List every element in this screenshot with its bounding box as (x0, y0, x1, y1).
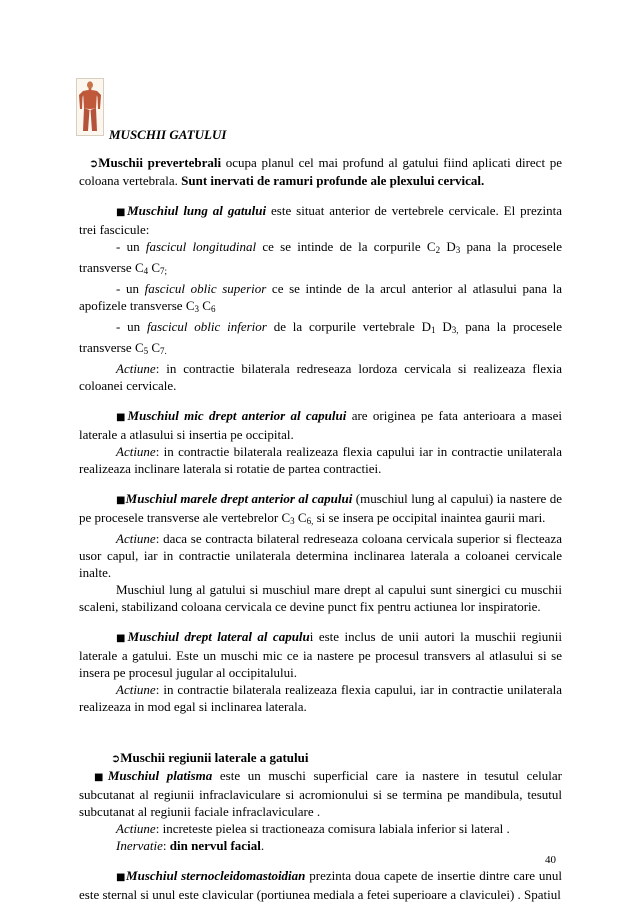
muscle-title: Muschiul sternocleidomastoidian (126, 868, 306, 883)
fascicle-oblic-inferior: - un fascicul oblic inferior de la corpurile vertebrale $D_1$ $D_{3,}$ pana la procesele transverse $C_5$ $C_{7.}$ (79, 319, 562, 356)
muscle-title: Muschiul drept lateral al capulu (127, 629, 310, 644)
muscle-title: Muschiul platisma (107, 768, 213, 783)
section-lateral-heading (79, 749, 562, 767)
square-bullet-icon: ■ (116, 872, 127, 883)
action-drept-lateral: Actiune: in contractie bilaterala realizeaza flexia capului, iar in contractie unilaterala realizeaza in mod egal si inclinarea laterala. (79, 682, 562, 714)
square-bullet-icon: ■ (94, 772, 108, 783)
paragraph-sternocleidomastoidian: ■Muschiul sternocleidomastoidian prezinta doua capete de insertie dintre care unul este sternal si unul este clavicular (portiunea mediala a fetei superioare a claviculei) . Spatiul (79, 868, 562, 902)
fascicle-longitudinal: - un fascicul longitudinal ce se intinde de la corpurile $C_2$ $D_3$ pana la procesele transverse $C_4$ $C_{7;}$ (79, 239, 562, 276)
innervation-platisma: Inervatie: din nervul facial. (116, 838, 265, 853)
muscular-figure-icon (76, 78, 104, 136)
action-mare-drept-anterior: Actiune: daca se contracta bilateral redreseaza coloana cervicala superior si flecteaza usor capul, iar in contractie unilaterala determina inclinarea laterala a coloanei cervicale inalte. (79, 531, 562, 580)
section-prevertebral-intro: ➲Muschii prevertebrali ocupa planul cel mai profund al gatului fiind aplicati direct pe coloana vertebrala. Sunt inervati de ramuri profunde ale plexului cervical. (79, 155, 562, 188)
paragraph-mare-drept-anterior: ■Muschiul marele drept anterior al capului (muschiul lung al capului) ia nastere de pe procesele transverse ale vertebrelor $C_3$ $C_{6,}$ si se insera pe occipital inaintea gaurii mari. (79, 491, 563, 526)
action-mic-drept-anterior: Actiune: in contractie bilaterala realizeaza flexia capului iar in contractie unilaterala realizeaza inclinare laterala si rotatie de partea contractiei. (79, 444, 562, 476)
muscle-title: Muschiul mic drept anterior al capului (127, 408, 347, 423)
paragraph-drept-lateral: ■Muschiul drept lateral al capului este inclus de unii autori la muschii regiunii laterale a gatului. Este un muschi mic ce ia nastere pe procesul transvers al atlasului si se insera pe procesul jugular al occipitalului. (79, 629, 562, 680)
muscle-title: Muschiul lung al gatului (127, 203, 267, 218)
square-bullet-icon: ■ (116, 207, 128, 218)
paragraph-mic-drept-anterior: ■Muschiul mic drept anterior al capului are originea pe fata anterioara a masei laterale a atlasului si insertia pe occipital. (79, 408, 562, 442)
fascicle-oblic-superior: - un fascicul oblic superior ce se intinde de la arcul anterior al atlasului pana la apofizele transverse $C_3$ $C_6$ (79, 281, 562, 314)
synergy-note: Muschiul lung al gatului si muschiul mare drept al capului sunt sinergici cu muschii scaleni, stabilizand coloana cervicala ce devine punct fix pentru actiunea lor inspiratorie. (79, 582, 562, 614)
arrow-bullet-icon: ➲ (89, 157, 99, 170)
square-bullet-icon: ■ (116, 495, 126, 506)
paragraph-lung-gatului: ■Muschiul lung al gatului este situat anterior de vertebrele cervicale. El prezinta trei fascicule: (79, 203, 562, 237)
page-title: MUSCHII GATULUI (109, 127, 227, 142)
section-heading-prevertebral: Muschii prevertebrali (98, 155, 222, 170)
document-body (79, 154, 562, 903)
anatomy-illustration (77, 79, 103, 135)
arrow-bullet-icon: ➲ (111, 752, 121, 765)
action-lung-gatului: Actiune: in contractie bilaterala redreseaza lordoza cervicala si realizeaza flexia coloanei cervicale. (79, 361, 562, 393)
paragraph-platisma: ■Muschiul platisma este un muschi superficial care ia nastere in tesutul celular subcutanat al regiunii infraclaviculare si acromionului si se termina pe mandibula, tesutul subcutanat al regiunii faciale infraclaviculare . (79, 768, 563, 819)
square-bullet-icon: ■ (116, 633, 128, 644)
action-platisma: Actiune: increteste pielea si tractioneaza comisura labiala inferior si lateral . (116, 821, 510, 836)
square-bullet-icon: ■ (116, 412, 128, 423)
section-heading-lateral: Muschii regiunii laterale a gatului (120, 750, 309, 765)
page-number: 40 (545, 854, 556, 866)
muscle-title: Muschiul marele drept anterior al capului (125, 491, 353, 506)
